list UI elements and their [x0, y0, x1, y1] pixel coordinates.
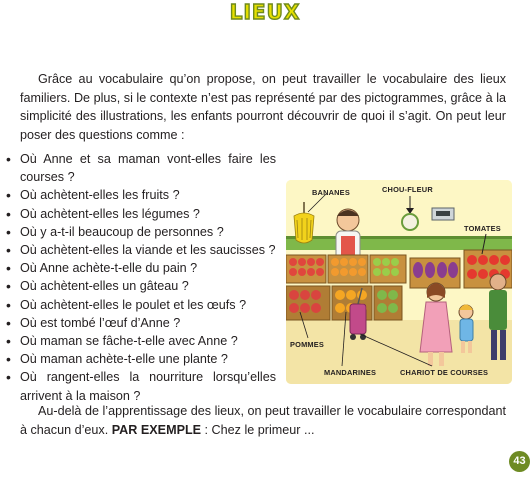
question-list [6, 150, 276, 405]
label-bananas: BANANES [312, 188, 350, 197]
list-item: • Où maman achète-t-elle une plante ? [6, 350, 276, 368]
label-shopping-cart: CHARIOT DE COURSES [400, 368, 489, 377]
label-cauliflower: CHOU-FLEUR [382, 185, 433, 194]
intro-text: Grâce au vocabulaire qu’on propose, on peut travailler le vocabulaire des lieux familiers. De plus, si le contexte n’est pas représenté par des pictogrammes, grâce à la simplicité des illustrations, les enfants pourront découvrir de quoi il s’agit. On peut leur poser des questions comme : [20, 72, 506, 142]
list-item: • Où achètent-elles les fruits ? [6, 186, 276, 204]
page-title: LIEUX [229, 0, 301, 24]
list-item: • Où est tombé l’œuf d’Anne ? [6, 314, 276, 332]
shopkeeper [336, 209, 360, 261]
page-number-badge: 43 [509, 451, 530, 472]
market-scene-drawing [286, 180, 512, 384]
cauliflower [402, 214, 418, 230]
outro-emphasis: PAR EXEMPLE [111, 422, 202, 437]
label-tomatoes: TOMATES [464, 224, 501, 233]
list-item: • Où Anne et sa maman vont-elles faire les courses ? [6, 150, 276, 186]
list-item: • Où achètent-elles un gâteau ? [6, 277, 276, 295]
outro-text: Au-delà de l’apprentissage des lieux, on peut travailler le vocabulaire correspondant à chacun d’eux. [20, 404, 506, 437]
outro-tail: : Chez le primeur ... [201, 422, 315, 437]
list-item: • Où maman se fâche-t-elle avec Anne ? [6, 332, 276, 350]
fruit-crates [286, 255, 406, 320]
list-item: • Où rangent-elles la nourriture lorsqu’elles arrivent à la maison ? [6, 368, 276, 404]
list-item: • Où y a-t-il beaucoup de personnes ? [6, 223, 276, 241]
list-item: • Où Anne achète-t-elle du pain ? [6, 259, 276, 277]
label-tangerines: MANDARINES [324, 368, 377, 377]
list-item: • Où achètent-elles les légumes ? [6, 205, 276, 223]
greengrocer-illustration [286, 180, 512, 384]
list-item: • Où achètent-elles le poulet et les œufs ? [6, 296, 276, 314]
intro-paragraph [20, 70, 506, 144]
outro-paragraph [20, 402, 506, 439]
banana-bunch [294, 213, 314, 243]
label-apples: POMMES [290, 340, 325, 349]
list-item: • Où achètent-elles la viande et les saucisses ? [6, 241, 276, 259]
